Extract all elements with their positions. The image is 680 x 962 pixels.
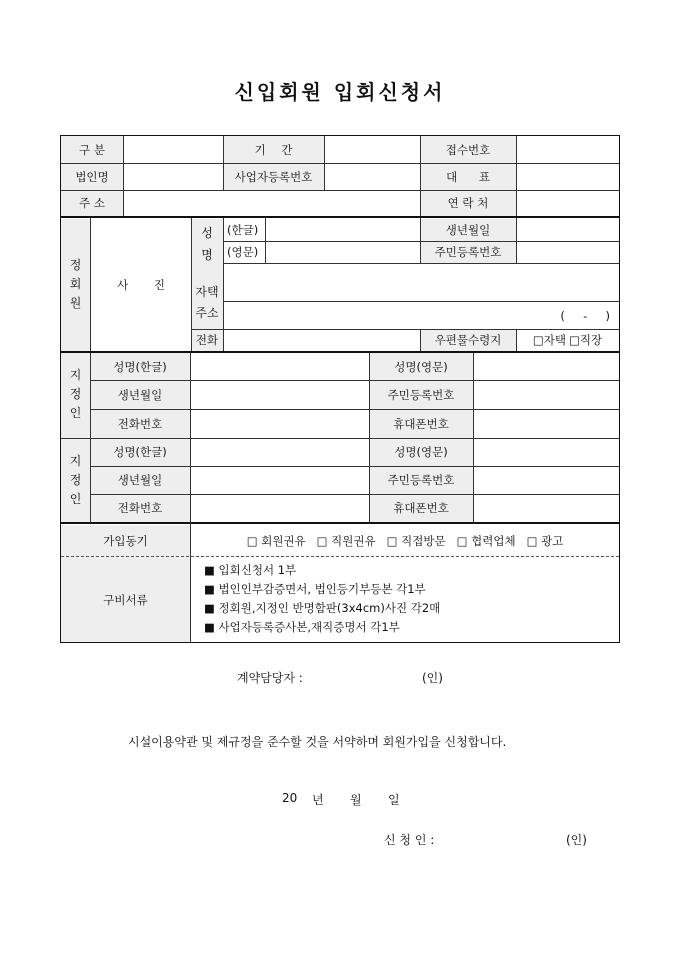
label-required-docs: 구비서류	[103, 592, 148, 607]
biz-no-field[interactable]	[325, 164, 419, 189]
photo-box[interactable]: 사 진	[117, 278, 165, 292]
d2-phone-field[interactable]	[191, 495, 368, 522]
d1-mobile-field[interactable]	[474, 410, 618, 438]
label-representative: 대 표	[446, 169, 490, 184]
label-biz-no: 사업자등록번호	[234, 169, 313, 184]
applicant-label: 신 청 인 :	[384, 833, 435, 847]
date-year: 20	[282, 791, 298, 805]
manager-label: 계약담당자 :	[237, 671, 303, 685]
label-d2-name-kr: 성명(한글)	[113, 445, 167, 459]
label-address: 주 소	[79, 196, 105, 210]
contact-field[interactable]	[517, 191, 618, 215]
rrn-field[interactable]	[517, 242, 618, 263]
form-title: 신입회원 입회신청서	[234, 80, 446, 104]
label-birthdate: 생년월일	[445, 223, 491, 237]
motive-partner-checkbox[interactable]: □ 협력업체	[456, 533, 516, 548]
representative-field[interactable]	[517, 164, 618, 189]
d2-name-kr-field[interactable]	[191, 439, 368, 466]
label-receipt-no: 접수번호	[445, 142, 491, 157]
label-regular-member: 정 회 원	[69, 258, 82, 310]
motive-member-referral-checkbox[interactable]: □ 회원권유	[246, 533, 306, 548]
label-home-address: 자택 주소	[195, 285, 219, 320]
motive-direct-visit-checkbox[interactable]: □ 직접방문	[386, 533, 446, 548]
label-period: 기 간	[254, 142, 293, 157]
label-phone: 전화	[195, 333, 219, 347]
motive-ad-checkbox[interactable]: □ 광고	[526, 533, 564, 548]
name-english-field[interactable]	[266, 242, 419, 263]
label-d2-mobile: 휴대폰번호	[393, 501, 449, 515]
motive-staff-referral-checkbox[interactable]: □ 직원권유	[316, 533, 376, 548]
doc-item: ■ 법인인부감증면서, 법인등기부등본 각1부	[204, 582, 426, 596]
phone-field[interactable]	[224, 330, 419, 351]
label-d1-name-en: 성명(영문)	[394, 359, 448, 374]
label-gubun: 구 분	[79, 142, 105, 157]
label-corp-name: 법인명	[75, 169, 109, 184]
label-d2-phone: 전화번호	[117, 501, 163, 515]
name-korean-field[interactable]	[266, 219, 419, 241]
join-motive-options	[191, 525, 619, 556]
d1-birth-field[interactable]	[191, 381, 368, 409]
doc-item: ■ 입회신청서 1부	[204, 563, 297, 577]
label-d1-mobile: 휴대폰번호	[393, 416, 449, 431]
gubun-field[interactable]	[124, 137, 222, 162]
doc-item: ■ 사업자등록증사본,재직증명서 각1부	[204, 620, 400, 634]
label-d2-rrn: 주민등록번호	[387, 473, 455, 487]
d1-phone-field[interactable]	[191, 410, 368, 438]
receipt-no-field[interactable]	[517, 137, 618, 162]
label-name: 성 명	[201, 226, 213, 262]
applicant-seal: (인)	[566, 833, 587, 847]
d2-name-en-field[interactable]	[474, 439, 618, 466]
label-d2-name-en: 성명(영문)	[394, 445, 448, 459]
d1-rrn-field[interactable]	[474, 381, 618, 409]
birthdate-field[interactable]	[517, 219, 618, 241]
label-d1-phone: 전화번호	[117, 416, 163, 431]
address-field[interactable]	[124, 191, 419, 215]
mail-receive-options	[517, 329, 618, 351]
label-join-motive: 가입동기	[103, 533, 148, 548]
label-designee-1: 지 정 인	[69, 368, 82, 420]
label-d1-birth: 생년월일	[117, 387, 163, 402]
d1-name-kr-field[interactable]	[191, 353, 368, 380]
d2-birth-field[interactable]	[191, 467, 368, 494]
label-rrn: 주민등록번호	[434, 245, 502, 259]
d2-rrn-field[interactable]	[474, 467, 618, 494]
postal-code-field[interactable]: ( - )	[560, 308, 610, 323]
pledge-text: 시설이용약관 및 제규정을 준수할 것을 서약하며 회원가입을 신청합니다.	[128, 735, 507, 749]
mail-work-checkbox[interactable]: □직장	[569, 333, 603, 347]
d1-name-en-field[interactable]	[474, 353, 618, 380]
label-d2-birth: 생년월일	[117, 473, 163, 487]
date-year-label: 년	[312, 793, 324, 807]
date-day-label: 일	[388, 793, 400, 807]
home-address-field[interactable]	[224, 264, 618, 301]
label-designee-2: 지 정 인	[69, 454, 82, 506]
corp-name-field[interactable]	[124, 164, 222, 189]
period-field[interactable]	[325, 137, 419, 162]
label-d1-rrn: 주민등록번호	[387, 387, 455, 402]
doc-item: ■ 정회원,지정인 반명함판(3x4cm)사진 각2매	[204, 601, 441, 615]
label-d1-name-kr: 성명(한글)	[113, 359, 167, 374]
label-mail-receive: 우편물수령지	[434, 333, 502, 347]
d2-mobile-field[interactable]	[474, 495, 618, 522]
label-contact: 연 락 처	[447, 196, 489, 210]
manager-seal: (인)	[422, 671, 443, 685]
mail-home-checkbox[interactable]: □자택	[532, 333, 566, 347]
required-docs-list	[204, 561, 440, 637]
label-english: (영문)	[227, 245, 259, 259]
date-month-label: 월	[350, 793, 362, 807]
label-korean: (한글)	[227, 223, 259, 237]
